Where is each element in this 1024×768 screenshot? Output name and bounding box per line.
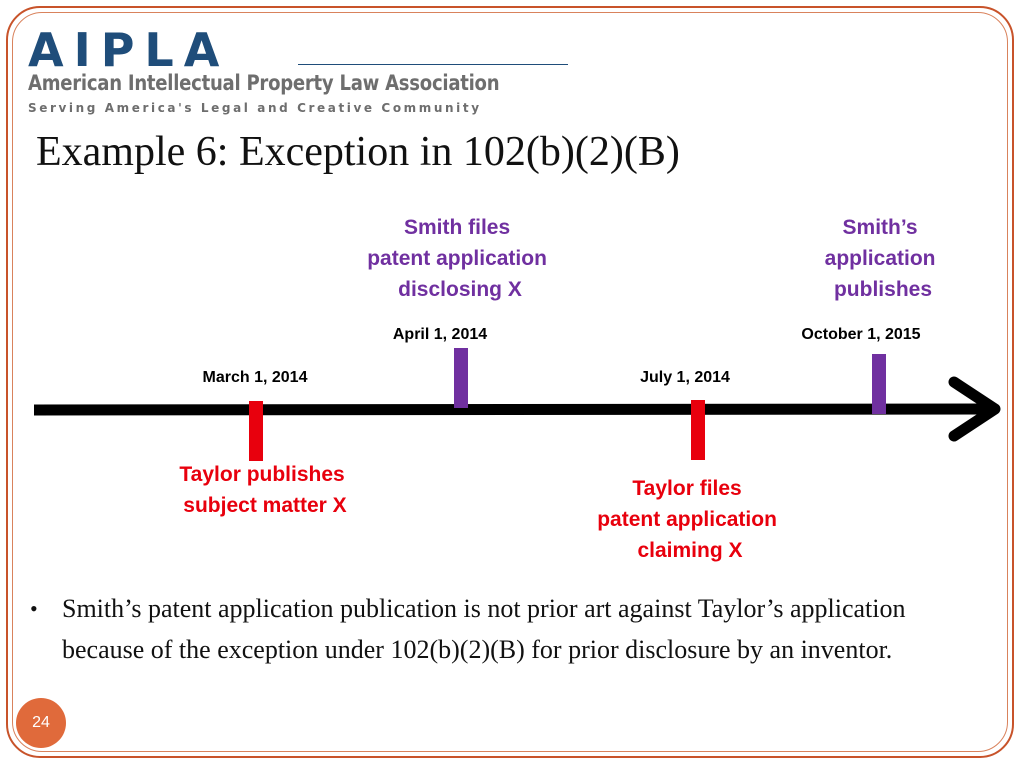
event-label-line: Taylor files: [632, 477, 742, 500]
event-label-line: publishes: [833, 278, 933, 301]
logo-tagline: Serving America's Legal and Creative Community: [28, 101, 482, 115]
event-tick-taylor-files: [691, 400, 705, 460]
slide-title: Example 6: Exception in 102(b)(2)(B): [36, 129, 680, 175]
event-label-line: Smith files: [403, 216, 511, 239]
event-tick-smith-files: [454, 348, 468, 408]
event-label-taylor-files: [597, 477, 783, 562]
event-label-smith-files: [367, 216, 553, 301]
page-number-badge: 24: [16, 698, 66, 748]
event-date-taylor-files: July 1, 2014: [640, 369, 730, 386]
event-label-line: Smith’s: [842, 216, 918, 239]
bullet-marker: •: [30, 596, 38, 621]
bullet-point: [30, 588, 920, 670]
event-label-line: disclosing X: [398, 278, 522, 301]
event-tick-smith-publishes: [872, 354, 886, 414]
event-label-line: application: [824, 247, 936, 270]
event-date-taylor-publishes: March 1, 2014: [202, 369, 308, 386]
logo-organization-name: American Intellectual Property Law Association: [28, 71, 500, 95]
bullet-text: Smith’s patent application publication is not prior art against Taylor’s application because of the exception under 102(b)(2)(B) for prior disclosure by an inventor.: [62, 594, 906, 664]
event-label-line: claiming X: [637, 539, 743, 562]
event-date-smith-publishes: October 1, 2015: [801, 326, 921, 343]
event-label-smith-publishes: [825, 216, 942, 301]
event-label-line: patent application: [597, 508, 777, 531]
event-tick-taylor-publishes: [249, 401, 263, 461]
event-date-smith-files: April 1, 2014: [392, 326, 488, 343]
event-label-line: Taylor publishes: [179, 463, 345, 486]
event-label-taylor-publishes: [179, 463, 350, 517]
event-label-line: subject matter X: [183, 494, 347, 517]
logo-mark: AIPLA: [28, 23, 230, 77]
event-label-line: patent application: [367, 247, 547, 270]
timeline-axis: [34, 409, 988, 410]
